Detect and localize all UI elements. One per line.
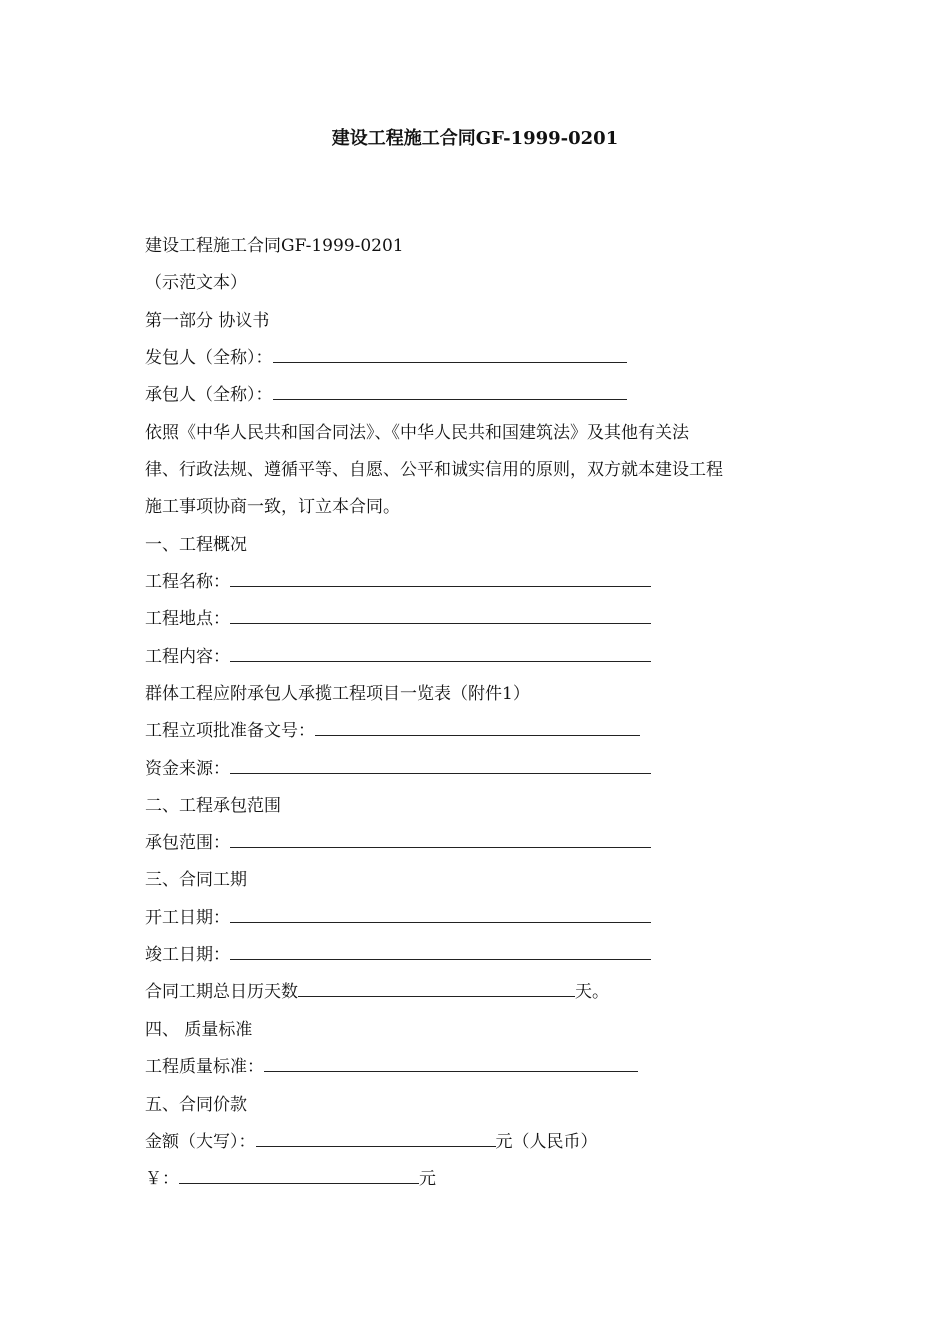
document-title: 建设工程施工合同GF-1999-0201 (331, 128, 619, 149)
section-4-heading: 四、 质量标准 (145, 1020, 253, 1040)
intro-line-1: 依照《中华人民共和国合同法》、《中华人民共和国建筑法》及其他有关法 (145, 423, 689, 443)
completion-date-row (145, 941, 651, 969)
contractor-label: 承包人（全称）： (145, 385, 273, 405)
quality-standard-row (145, 1053, 638, 1081)
scope-blank[interactable] (230, 831, 651, 848)
project-name-row (145, 568, 651, 596)
duration-blank[interactable] (298, 980, 575, 997)
completion-date-blank[interactable] (230, 943, 651, 960)
project-name-blank[interactable] (230, 570, 651, 587)
contract-heading: 建设工程施工合同GF-1999-0201 (145, 236, 404, 256)
start-date-row (145, 904, 651, 932)
amount-figure-blank[interactable] (179, 1167, 419, 1184)
funding-source-label: 资金来源： (145, 759, 230, 779)
intro-line-2: 律、行政法规、遵循平等、自愿、公平和诚实信用的原则，双方就本建设工程 (145, 460, 723, 480)
model-text-note: （示范文本） (145, 273, 247, 293)
employer-blank[interactable] (273, 346, 627, 363)
employer-label: 发包人（全称）： (145, 348, 273, 368)
amount-figure-label: ￥： (145, 1169, 179, 1189)
scope-row (145, 829, 651, 857)
amount-words-unit: 元（人民币） (495, 1132, 598, 1152)
duration-label: 合同工期总日历天数 (145, 982, 298, 1002)
approval-number-blank[interactable] (315, 719, 640, 736)
funding-source-blank[interactable] (230, 757, 651, 774)
project-location-row (145, 605, 651, 633)
approval-number-row (145, 717, 640, 745)
start-date-label: 开工日期： (145, 908, 230, 928)
employer-row (145, 344, 627, 372)
funding-source-row (145, 755, 651, 783)
project-content-row (145, 643, 651, 671)
section-3-heading: 三、合同工期 (145, 870, 247, 890)
project-location-blank[interactable] (230, 607, 651, 624)
amount-words-label: 金额（大写）： (145, 1132, 256, 1152)
quality-standard-blank[interactable] (264, 1055, 638, 1072)
amount-figure-unit: 元 (419, 1169, 436, 1189)
start-date-blank[interactable] (230, 906, 651, 923)
project-name-label: 工程名称： (145, 572, 230, 592)
intro-line-3: 施工事项协商一致，订立本合同。 (145, 497, 400, 517)
contractor-blank[interactable] (273, 383, 627, 400)
project-location-label: 工程地点： (145, 609, 230, 629)
quality-standard-label: 工程质量标准： (145, 1057, 264, 1077)
project-content-label: 工程内容： (145, 647, 230, 667)
group-project-note: 群体工程应附承包人承揽工程项目一览表（附件1） (145, 684, 530, 704)
section-1-heading: 一、工程概况 (145, 535, 247, 555)
amount-figure-row (145, 1165, 436, 1193)
contractor-row (145, 381, 627, 409)
amount-words-row (145, 1128, 598, 1156)
scope-label: 承包范围： (145, 833, 230, 853)
approval-number-label: 工程立项批准备文号： (145, 721, 315, 741)
section-5-heading: 五、合同价款 (145, 1095, 247, 1115)
completion-date-label: 竣工日期： (145, 945, 230, 965)
amount-words-blank[interactable] (256, 1130, 496, 1147)
project-content-blank[interactable] (230, 645, 651, 662)
part-heading: 第一部分 协议书 (145, 311, 270, 331)
duration-unit: 天。 (575, 982, 609, 1002)
duration-row (145, 978, 609, 1006)
section-2-heading: 二、工程承包范围 (145, 796, 281, 816)
